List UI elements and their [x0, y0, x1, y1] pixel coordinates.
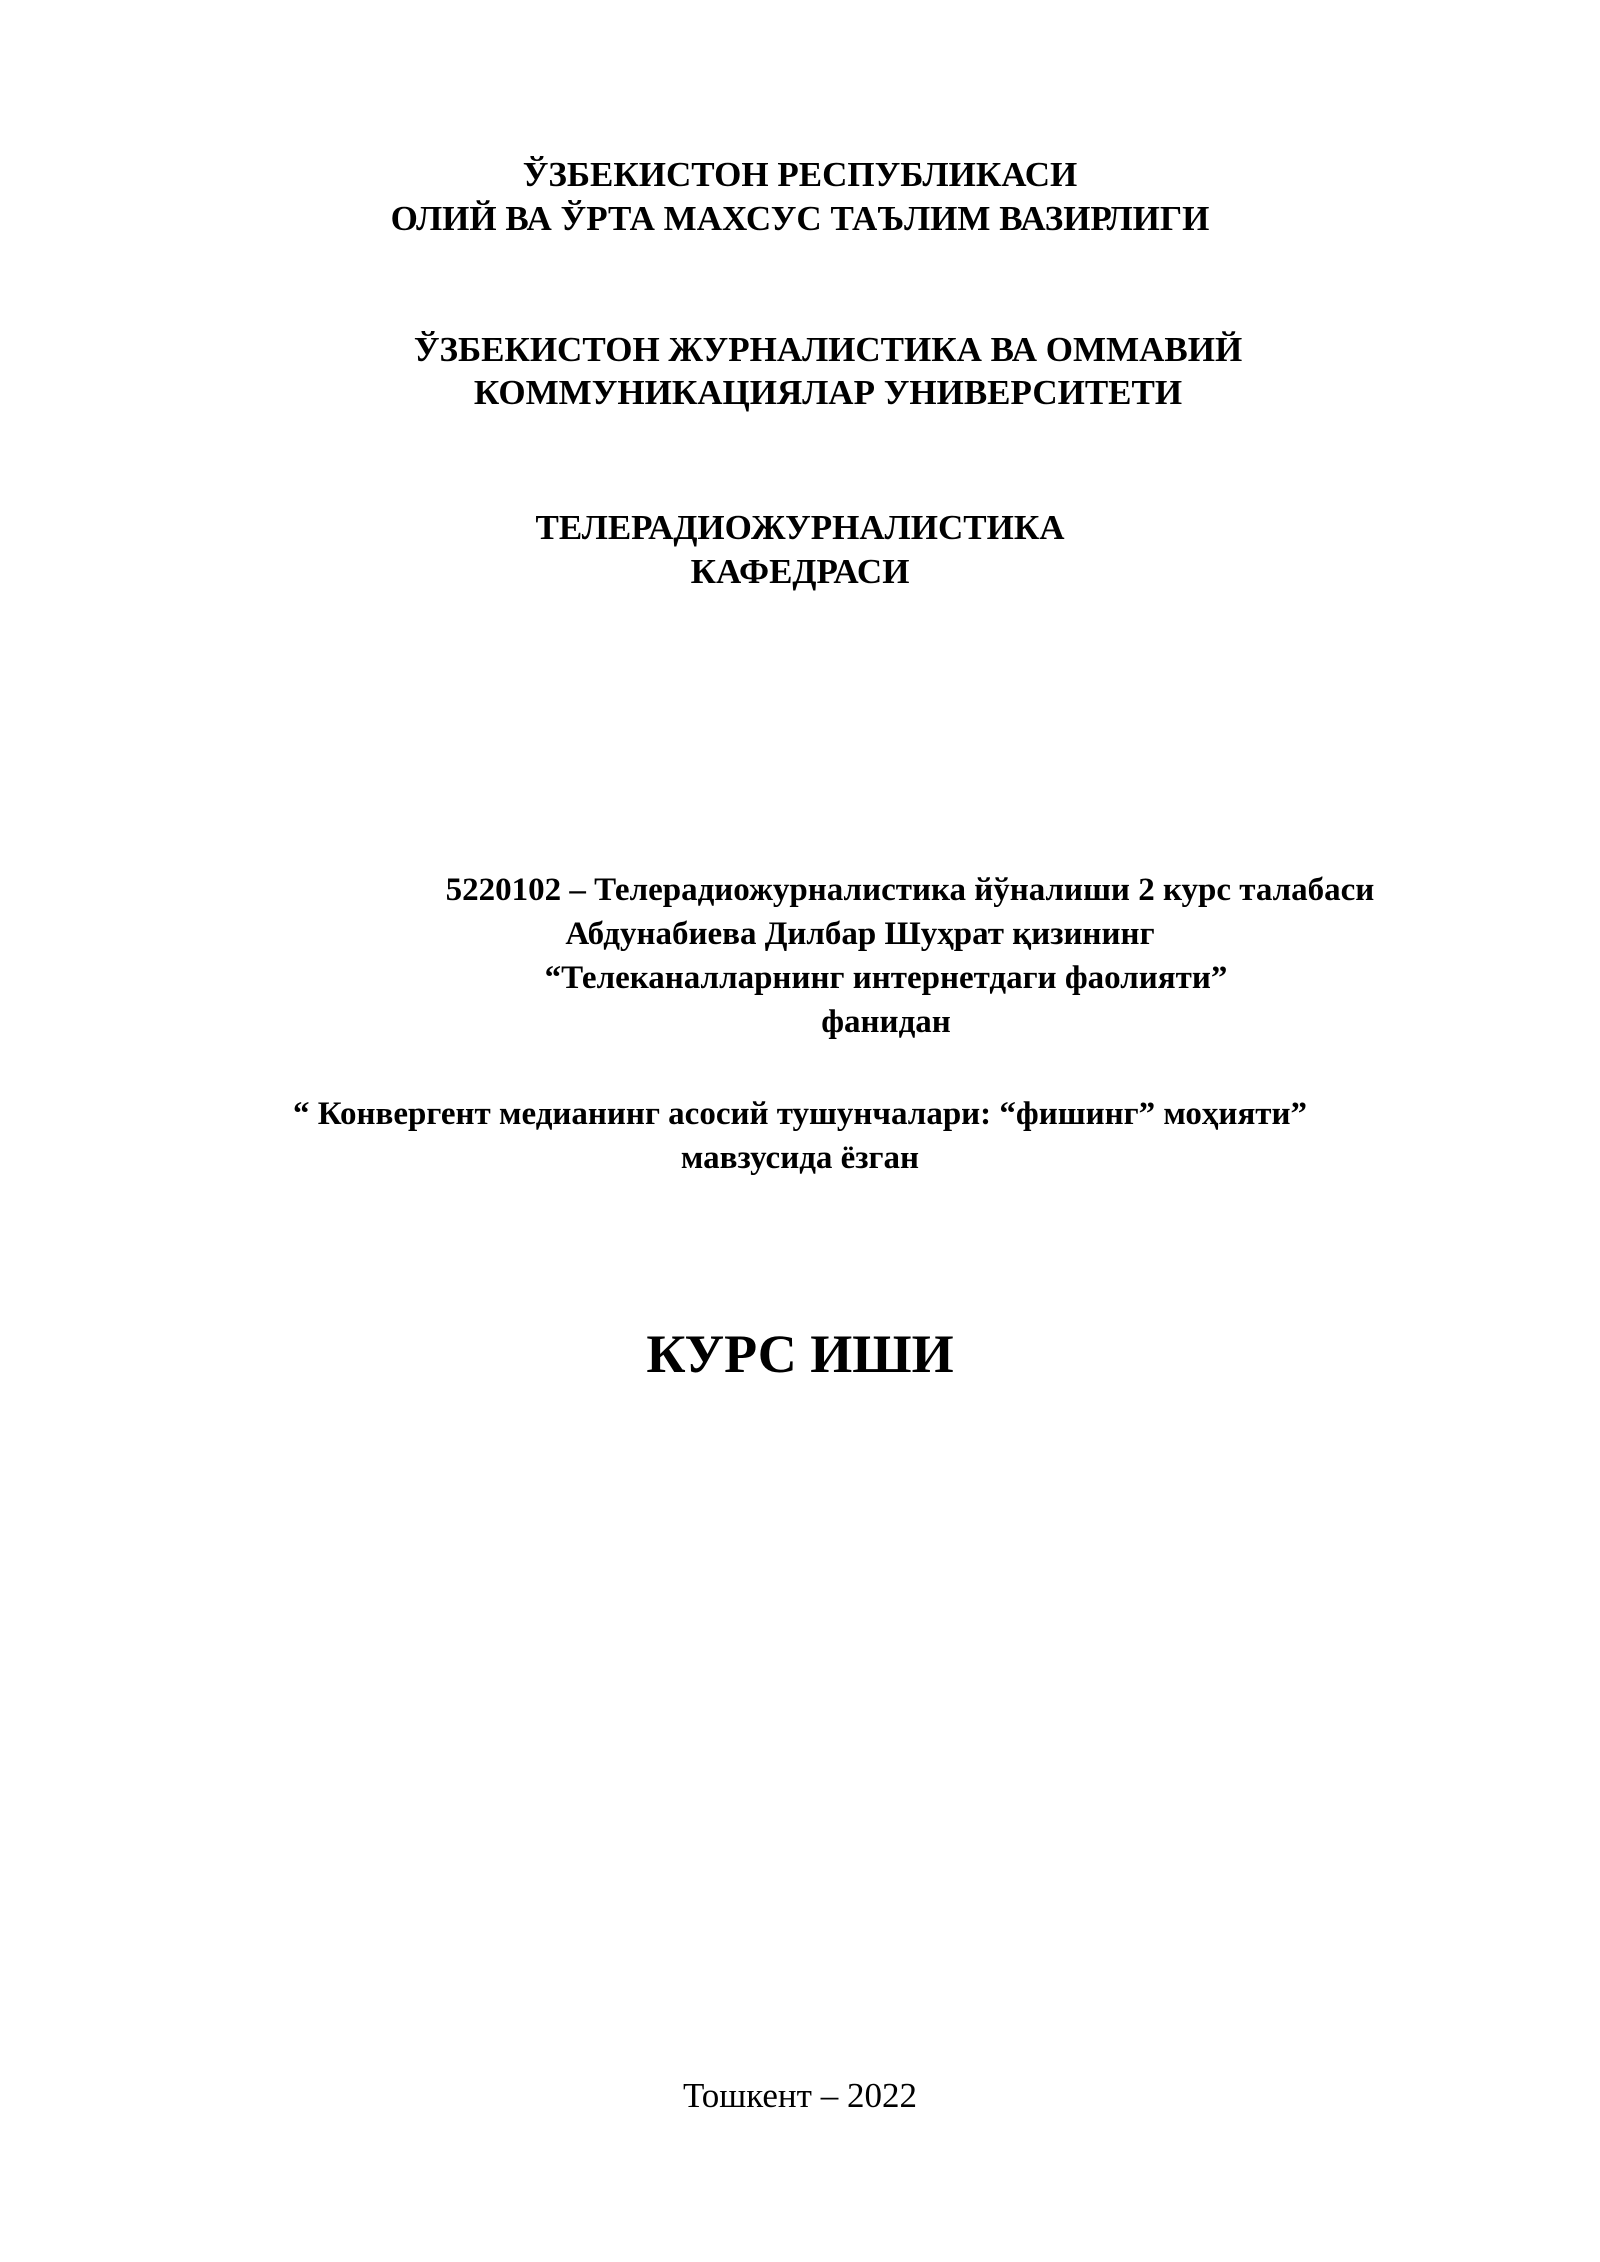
city-year: Тошкент – 2022 [683, 2076, 917, 2115]
student-name-line: Абдунабиева Дилбар Шуҳрат қизининг [565, 916, 1155, 952]
student-program-line: 5220102 – Телерадиожурналистика йўналиши 2 курс талабаси [445, 872, 1375, 908]
department-title-line2: КАФЕДРАСИ [690, 552, 910, 591]
document-type-title: КУРС ИШИ [646, 1324, 954, 1384]
department-title-line1: ТЕЛЕРАДИОЖУРНАЛИСТИКА [535, 508, 1065, 547]
university-title-line1: ЎЗБЕКИСТОН ЖУРНАЛИСТИКА ВА ОММАВИЙ [413, 330, 1243, 369]
subject-suffix: фанидан [821, 1004, 951, 1040]
country-title: ЎЗБЕКИСТОН РЕСПУБЛИКАСИ [522, 155, 1078, 194]
topic-line1: “ Конвергент медианинг асосий тушунчалари: “фишинг” моҳияти” [292, 1096, 1308, 1132]
topic-line2: мавзусида ёзган [680, 1140, 920, 1176]
university-title-line2: КОММУНИКАЦИЯЛАР УНИВЕРСИТЕТИ [473, 373, 1183, 412]
subject-line: “Телеканалларнинг интернетдаги фаолияти” [544, 960, 1228, 996]
ministry-title: ОЛИЙ ВА ЎРТА МАХСУС ТАЪЛИМ ВАЗИРЛИГИ [390, 199, 1210, 238]
